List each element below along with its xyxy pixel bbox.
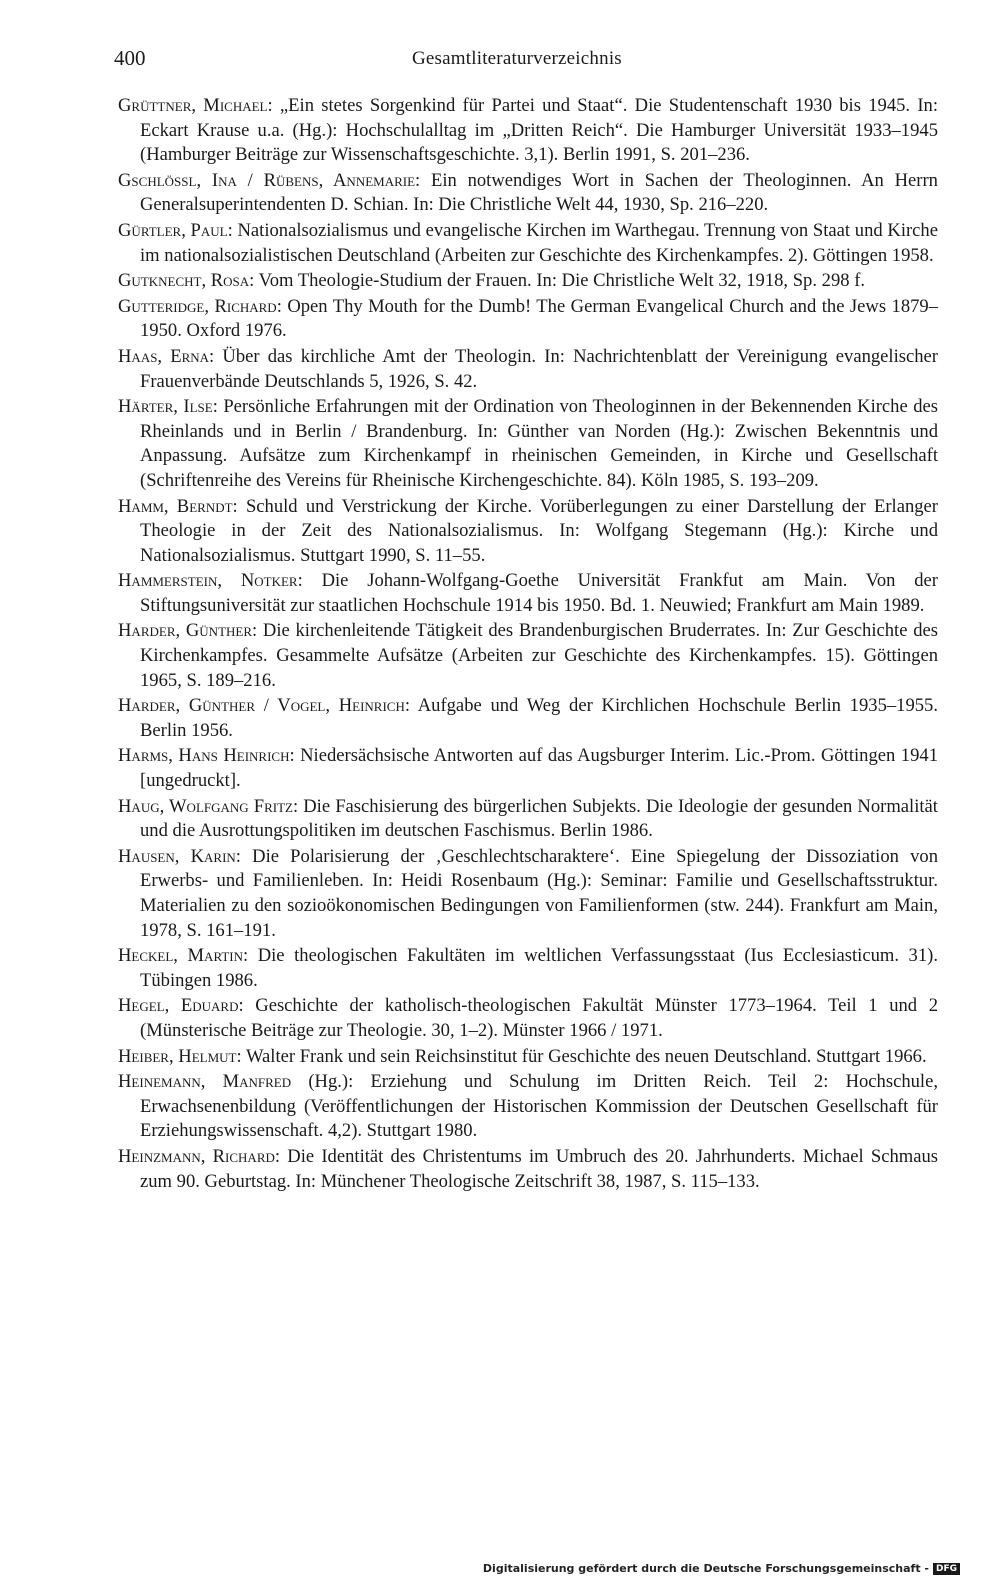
entry-author: Hammerstein, Notker: — [118, 570, 303, 592]
bibliography-entry — [118, 169, 938, 218]
bibliography-entry — [118, 345, 938, 394]
entry-author: Haug, Wolfgang Fritz: — [118, 795, 299, 817]
entry-text: Geschichte der katholisch-theologischen Fakultät Münster 1773–1964. Teil 1 und 2 (Münsterische Beiträge zur Theologie. 30, 1–2). Münster 1966 / 1971. — [140, 995, 939, 1041]
bibliography-entry — [118, 1145, 938, 1194]
entry-author: Härter, Ilse: — [118, 396, 218, 418]
entry-author: Hegel, Eduard: — [118, 995, 244, 1017]
entry-author: Heinemann, Manfred — [118, 1071, 292, 1093]
entry-text: Open Thy Mouth for the Dumb! The German Evangelical Church and the Jews 1879–1950. Oxford 1976. — [140, 295, 939, 342]
bibliography-entry — [118, 744, 938, 793]
bibliography-list — [118, 94, 938, 1195]
entry-author: Gürtler, Paul: — [118, 219, 233, 241]
credit-text: Digitalisierung gefördert durch die Deutsche Forschungsgemeinschaft - — [482, 1562, 929, 1575]
entry-text: (Hg.): Erziehung und Schulung im Dritten Reich. Teil 2: Hochschule, Erwachsenenbildung (Veröffentlichungen der Historischen Kommission der Deutschen Gesellschaft für Erziehungswissenschaft. 4,2). Stuttgart 1980. — [140, 1071, 938, 1142]
bibliography-entry — [118, 1045, 938, 1070]
entry-author: Haas, Erna: — [118, 345, 215, 367]
page-number: 400 — [114, 46, 146, 70]
entry-author: Harder, Günther / Vogel, Heinrich: — [118, 695, 411, 717]
entry-text: Die kirchenleitende Tätigkeit des Brandenburgischen Bruderrates. In: Zur Geschichte des Kirchenkampfes. Gesammelte Aufsätze (Arbeiten zur Geschichte des Kirchenkampfes. 15). Göttingen 1965, S. 189–216. — [140, 620, 938, 691]
entry-text: Die Johann-Wolfgang-Goethe Universität Frankfut am Main. Von der Stiftungsuniversität zur staatlichen Hochschule 1914 bis 1950. Bd. 1. Neuwied; Frankfurt am Main 1989. — [140, 570, 938, 616]
entry-author: Harms, Hans Heinrich: — [118, 745, 295, 767]
bibliography-entry — [118, 619, 938, 693]
entry-author: Heiber, Helmut: — [118, 1045, 242, 1067]
entry-text: Ein notwendiges Wort in Sachen der Theologinnen. An Herrn Generalsuperintendenten D. Schian. In: Die Christliche Welt 44, 1930, Sp. 216–220. — [140, 169, 938, 216]
entry-text: Niedersächsische Antworten auf das Augsburger Interim. Lic.-Prom. Göttingen 1941 [ungedruckt]. — [140, 745, 938, 792]
entry-text: Vom Theologie-Studium der Frauen. In: Die Christliche Welt 32, 1918, Sp. 298 f. — [254, 270, 866, 292]
entry-author: Grüttner, Michael: — [118, 95, 273, 116]
entry-author: Gschlössl, Ina / Rübens, Annemarie: — [118, 169, 421, 191]
entry-author: Harder, Günther: — [118, 620, 258, 642]
bibliography-entry — [118, 944, 938, 993]
entry-author: Heckel, Martin: — [118, 945, 249, 967]
running-head: Gesamtliteraturverzeichnis — [412, 48, 622, 69]
entry-text: Schuld und Verstrickung der Kirche. Vorüberlegungen zu einer Darstellung der Erlanger Theologie in der Zeit des Nationalsozialismus. In: Wolfgang Stegemann (Hg.): Kirche und Nationalsozialismus. Stuttgart 1990, S. 11–55. — [140, 495, 938, 566]
bibliography-entry — [118, 994, 938, 1043]
entry-text: Die Polarisierung der ‚Geschlechtscharaktere‘. Eine Spiegelung der Dissoziation von Erwerbs- und Familienleben. In: Heidi Rosenbaum (Hg.): Seminar: Familie und Gesellschaftsstruktur. Materialien zu den sozioökonomischen Bedingungen von Familienformen (stw. 244). Frankfurt am Main, 1978, S. 161–191. — [140, 845, 938, 941]
bibliography-entry — [118, 94, 938, 168]
digitization-credit — [483, 1562, 960, 1575]
entry-text: Persönliche Erfahrungen mit der Ordination von Theologinnen in der Bekennenden Kirche des Rheinlands und in Berlin / Brandenburg. In: Günther van Norden (Hg.): Zwischen Bekenntnis und Anpassung. Aufsätze zum Kirchenkampf in rheinischen Gemeinden, in Kirche und Gesellschaft (Schriftenreihe des Vereins für Rheinische Kirchengeschichte. 84). Köln 1985, S. 193–209. — [140, 396, 938, 491]
entry-author: Gutknecht, Rosa: — [118, 270, 255, 292]
bibliography-entry — [118, 569, 938, 618]
bibliography-entry — [118, 694, 938, 743]
bibliography-entry — [118, 1070, 938, 1144]
entry-text: Die theologischen Fakultäten im weltlichen Verfassungsstaat (Ius Ecclesiasticum. 31). Tübingen 1986. — [140, 945, 938, 991]
bibliography-entry — [118, 845, 938, 943]
entry-text: Über das kirchliche Amt der Theologin. In: Nachrichtenblatt der Vereinigung evangelischer Frauenverbände Deutschlands 5, 1926, S. 42. — [140, 345, 938, 392]
entry-author: Gutteridge, Richard: — [118, 295, 282, 317]
bibliography-entry — [118, 495, 938, 569]
bibliography-entry — [118, 395, 938, 493]
entry-author: Hausen, Karin: — [118, 845, 241, 867]
bibliography-entry — [118, 795, 938, 844]
entry-text: Die Identität des Christentums im Umbruch des 20. Jahrhunderts. Michael Schmaus zum 90. Geburtstag. In: Münchener Theologische Zeitschrift 38, 1987, S. 115–133. — [140, 1145, 938, 1192]
entry-text: Nationalsozialismus und evangelische Kirchen im Warthegau. Trennung von Staat und Kirche im nationalsozialistischen Deutschland (Arbeiten zur Geschichte des Kirchenkampfes. 2). Göttingen 1958. — [140, 219, 938, 266]
entry-text: Walter Frank und sein Reichsinstitut für Geschichte des neuen Deutschland. Stuttgart 1966. — [241, 1045, 927, 1067]
entry-author: Hamm, Berndt: — [118, 495, 238, 517]
entry-text: Aufgabe und Weg der Kirchlichen Hochschule Berlin 1935–1955. Berlin 1956. — [140, 695, 939, 741]
entry-author: Heinzmann, Richard: — [118, 1145, 281, 1167]
entry-text: Die Faschisierung des bürgerlichen Subjekts. Die Ideologie der gesunden Normalität und die Ausrottungspolitiken im deutschen Faschismus. Berlin 1986. — [140, 795, 938, 842]
bibliography-entry — [118, 269, 938, 294]
dfg-logo: DFG — [933, 1563, 960, 1575]
bibliography-entry — [118, 219, 938, 268]
bibliography-entry — [118, 295, 938, 344]
entry-text: „Ein stetes Sorgenkind für Partei und Staat“. Die Studentenschaft 1930 bis 1945. In: Eckart Krause u.a. (Hg.): Hochschulalltag im „Dritten Reich“. Die Hamburger Universität 1933–1945 (Hamburger Beiträge zur Wissenschaftsgeschichte. 3,1). Berlin 1991, S. 201–236. — [140, 95, 938, 166]
